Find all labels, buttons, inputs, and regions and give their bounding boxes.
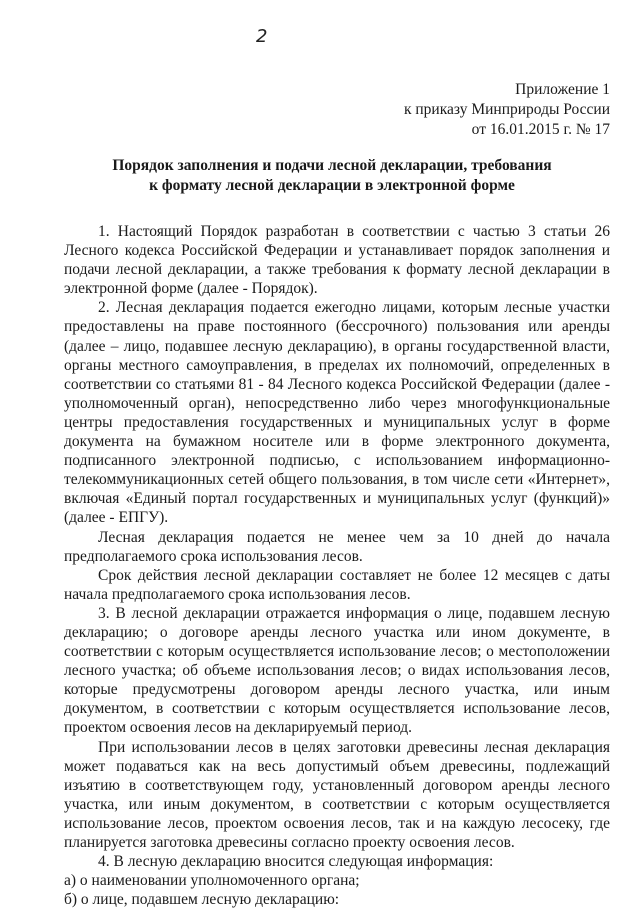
paragraph-5: 3. В лесной декларации отражается информация о лице, подавшем лесную декларацию; о договоре аренды лесного участка или ином документе, в соответствии с которым осуществляется использование лесов; о местоположении лесного участка; об объеме использования лесов; о видах использования лесов, которые предусмотрены договором аренды лесного участка, или иным документом, в соответствии с которым осуществляется использование лесов, проектом освоения лесов на декларируемый период. xyxy=(64,604,610,737)
appendix-line: от 16.01.2015 г. № 17 xyxy=(471,121,610,138)
appendix-line: к приказу Минприроды России xyxy=(403,101,610,118)
document-body xyxy=(64,222,610,909)
page-number: 2 xyxy=(256,26,268,47)
paragraph-7: 4. В лесную декларацию вносится следующая информация: xyxy=(98,853,494,871)
paragraph-2: 2. Лесная декларация подается ежегодно лицами, которым лесные участки предоставлены на праве постоянного (бессрочного) пользования или аренды (далее – лицо, подавшее лесную декларацию), в органы государственной власти, органы местного самоуправления, в пределах их полномочий, определенных в соответствии со статьями 81 - 84 Лесного кодекса Российской Федерации (далее - уполномоченный орган), непосредственно либо через многофункциональные центры предоставления государственных и муниципальных услуг в форме документа на бумажном носителе или в форме электронного документа, подписанного электронной подписью, с использованием информационно-телекоммуникационных сетей общего пользования, в том числе сети «Интернет», включая «Единый портал государственных и муниципальных услуг (функций)» (далее - ЕПГУ). xyxy=(64,299,610,527)
paragraph-1: 1. Настоящий Порядок разработан в соответствии с частью 3 статьи 26 Лесного кодекса Российской Федерации и устанавливает порядок заполнения и подачи лесной декларации, а также требования к формату лесной декларации в электронной форме (далее - Порядок). xyxy=(64,223,610,298)
list-item-a: а) о наименовании уполномоченного органа; xyxy=(64,872,360,890)
paragraph-3: Лесная декларация подается не менее чем за 10 дней до начала предполагаемого срока использования лесов. xyxy=(64,528,610,565)
document-title xyxy=(62,156,602,196)
title-line: Порядок заполнения и подачи лесной декларации, требования xyxy=(112,157,552,174)
paragraph-6: При использовании лесов в целях заготовки древесины лесная декларация может подаваться как на весь допустимый объем древесины, подлежащий изъятию в соответствующем году, установленный договором аренды лесного участка, или иным документом, в соответствии с которым осуществляется использование лесов, проектом освоения лесов, так и на каждую лесосеку, где планируется заготовка древесины согласно проекту освоения лесов. xyxy=(64,738,610,851)
title-line: к формату лесной декларации в электронной форме xyxy=(149,177,515,194)
appendix-header xyxy=(404,80,610,140)
paragraph-4: Срок действия лесной декларации составляет не более 12 месяцев с даты начала предполагаемого срока использования лесов. xyxy=(64,566,610,603)
list-item-b: б) о лице, подавшем лесную декларацию: xyxy=(64,891,340,909)
appendix-line: Приложение 1 xyxy=(515,81,610,98)
